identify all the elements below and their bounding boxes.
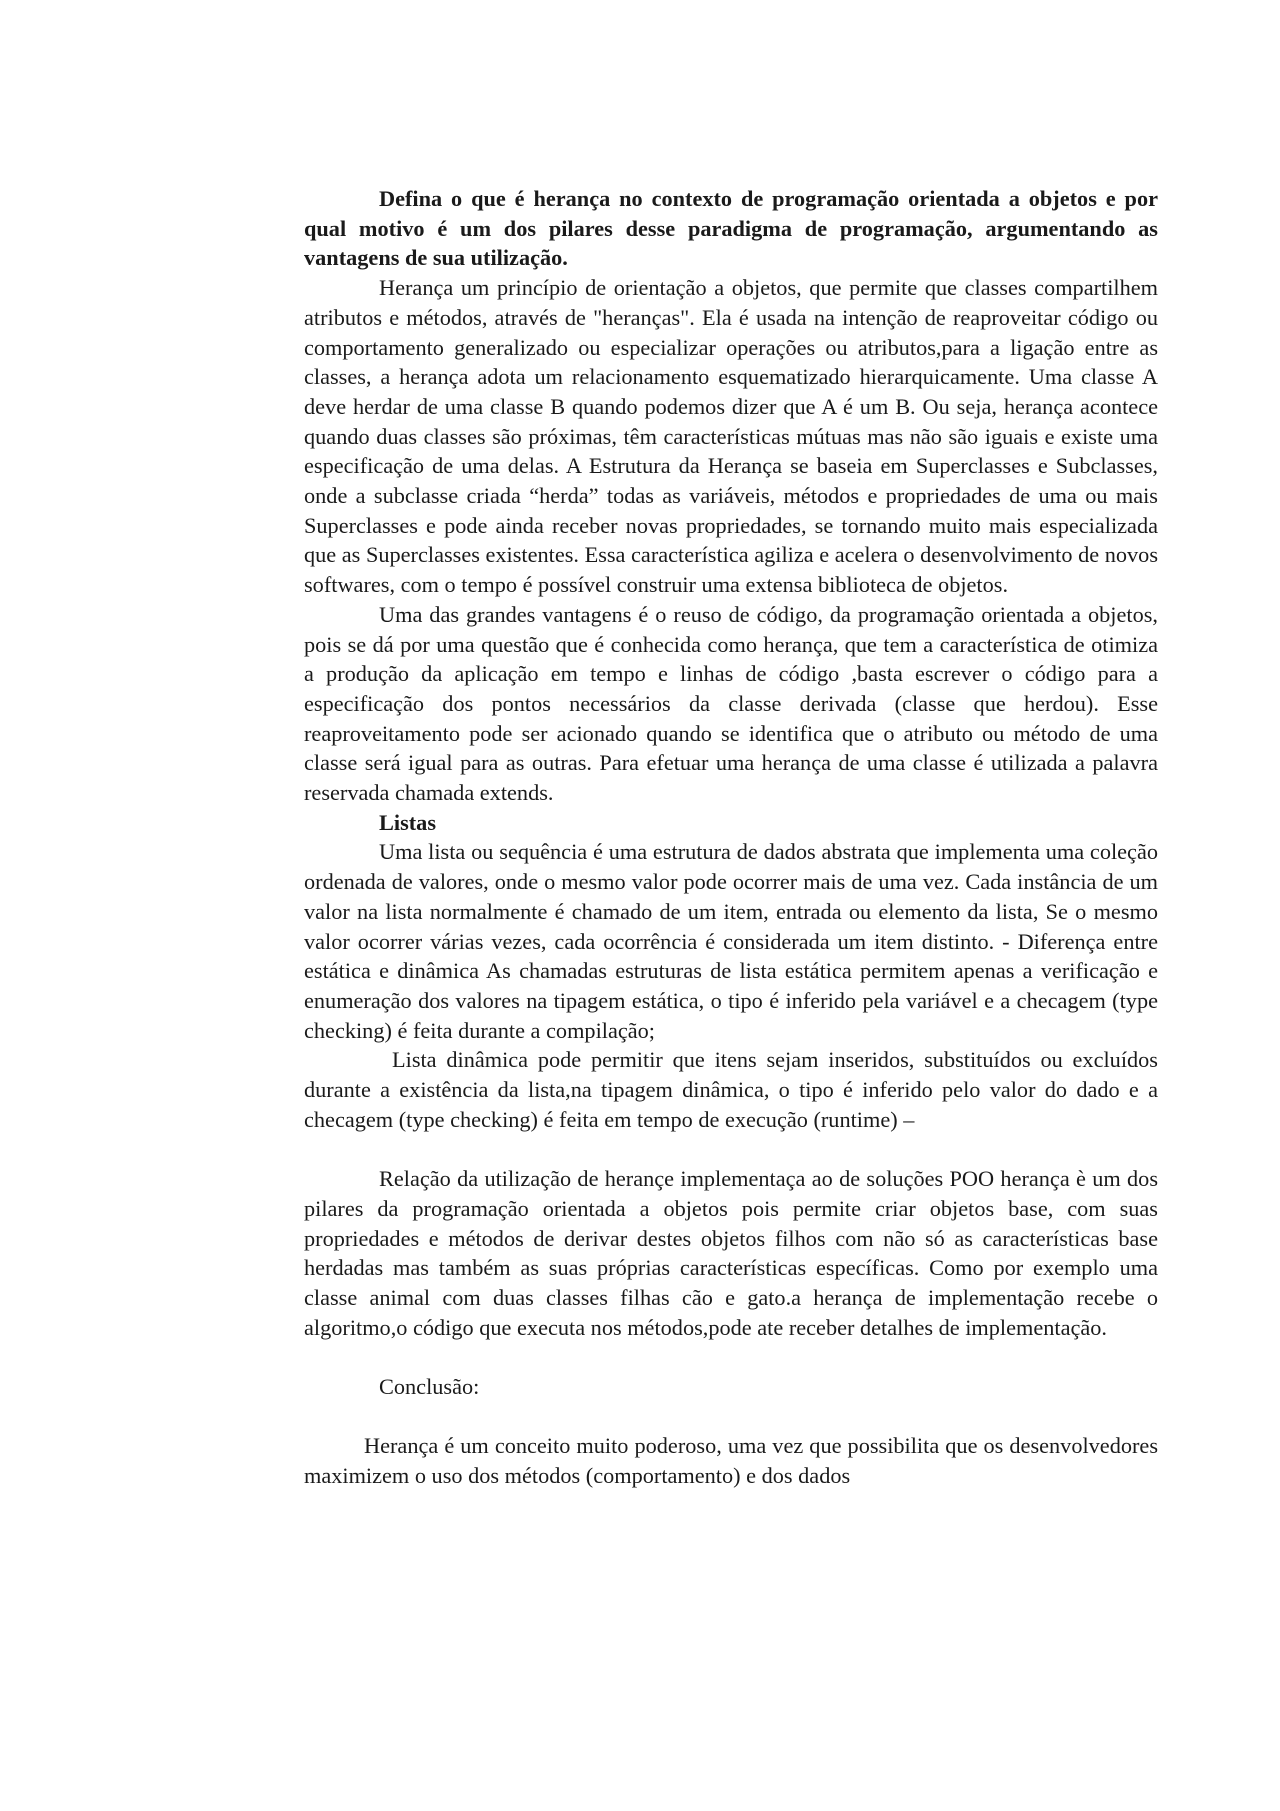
conclusion-heading: Conclusão: <box>379 1374 480 1400</box>
paragraph-relacao-poo: Relação da utilização de herançe implementaça ao de soluções POO herança è um dos pilares da programação orientada a objetos pois permite criar objetos base, com suas propriedades e métodos de derivar destes objetos filhos com não só as características base herdadas mas também as suas próprias características específicas. Como por exemplo uma classe animal com duas classes filhas cão e gato.a herança de implementação recebe o algoritmo,o código que executa nos métodos,pode ate receber detalhes de implementação. <box>304 1166 1158 1340</box>
paragraph-lista-dinamica: Lista dinâmica pode permitir que itens sejam inseridos, substituídos ou excluídos durante a existência da lista,na tipagem dinâmica, o tipo é inferido pelo valor do dado e a checagem (type checking) é feita em tempo de execução (runtime) – <box>304 1047 1158 1132</box>
blank-line <box>304 1402 1158 1432</box>
document-body <box>304 184 1158 1491</box>
question-heading: Defina o que é herança no contexto de programação orientada a objetos e por qual motivo é um dos pilares desse paradigma de programação, argumentando as vantagens de sua utilização. <box>304 186 1158 271</box>
paragraph-listas: Uma lista ou sequência é uma estrutura de dados abstrata que implementa uma coleção ordenada de valores, onde o mesmo valor pode ocorrer mais de uma vez. Cada instância de um valor na lista normalmente é chamado de um item, entrada ou elemento da lista, Se o mesmo valor ocorrer várias vezes, cada ocorrência é considerada um item distinto. - Diferença entre estática e dinâmica As chamadas estruturas de lista estática permitem apenas a verificação e enumeração dos valores na tipagem estática, o tipo é inferido pela variável e a checagem (type checking) é feita durante a compilação; <box>304 839 1158 1043</box>
paragraph-vantagens: Uma das grandes vantagens é o reuso de código, da programação orientada a objetos, pois se dá por uma questão que é conhecida como herança, que tem a característica de otimiza a produção da aplicação em tempo e linhas de código ,basta escrever o código para a especificação dos pontos necessários da classe derivada (classe que herdou). Esse reaproveitamento pode ser acionado quando se identifica que o atributo ou método de uma classe será igual para as outras. Para efetuar uma herança de uma classe é utilizada a palavra reservada chamada extends. <box>304 601 1158 806</box>
paragraph-heranca-definicao: Herança um princípio de orientação a objetos, que permite que classes compartilhem atributos e métodos, através de "heranças". Ela é usada na intenção de reaproveitar código ou comportamento generalizado ou especializar operações ou atributos,para a ligação entre as classes, a herança adota um relacionamento esquematizado hierarquicamente. Uma classe A deve herdar de uma classe B quando podemos dizer que A é um B. Ou seja, herança acontece quando duas classes são próximas, têm características mútuas mas não são iguais e existe uma especificação de uma delas. A Estrutura da Herança se baseia em Superclasses e Subclasses, onde a subclasse criada “herda” todas as variáveis, métodos e propriedades de uma ou mais Superclasses e pode ainda receber novas propriedades, se tornando muito mais especializada que as Superclasses existentes. Essa característica agiliza e acelera o desenvolvimento de novos softwares, com o tempo é possível construir uma extensa biblioteca de objetos. <box>304 275 1158 598</box>
blank-line <box>304 1342 1158 1372</box>
paragraph-conclusao: Herança é um conceito muito poderoso, uma vez que possibilita que os desenvolvedores maximizem o uso dos métodos (comportamento) e dos dados <box>304 1433 1158 1489</box>
section-heading-listas: Listas <box>379 809 436 835</box>
blank-line <box>304 1135 1158 1165</box>
